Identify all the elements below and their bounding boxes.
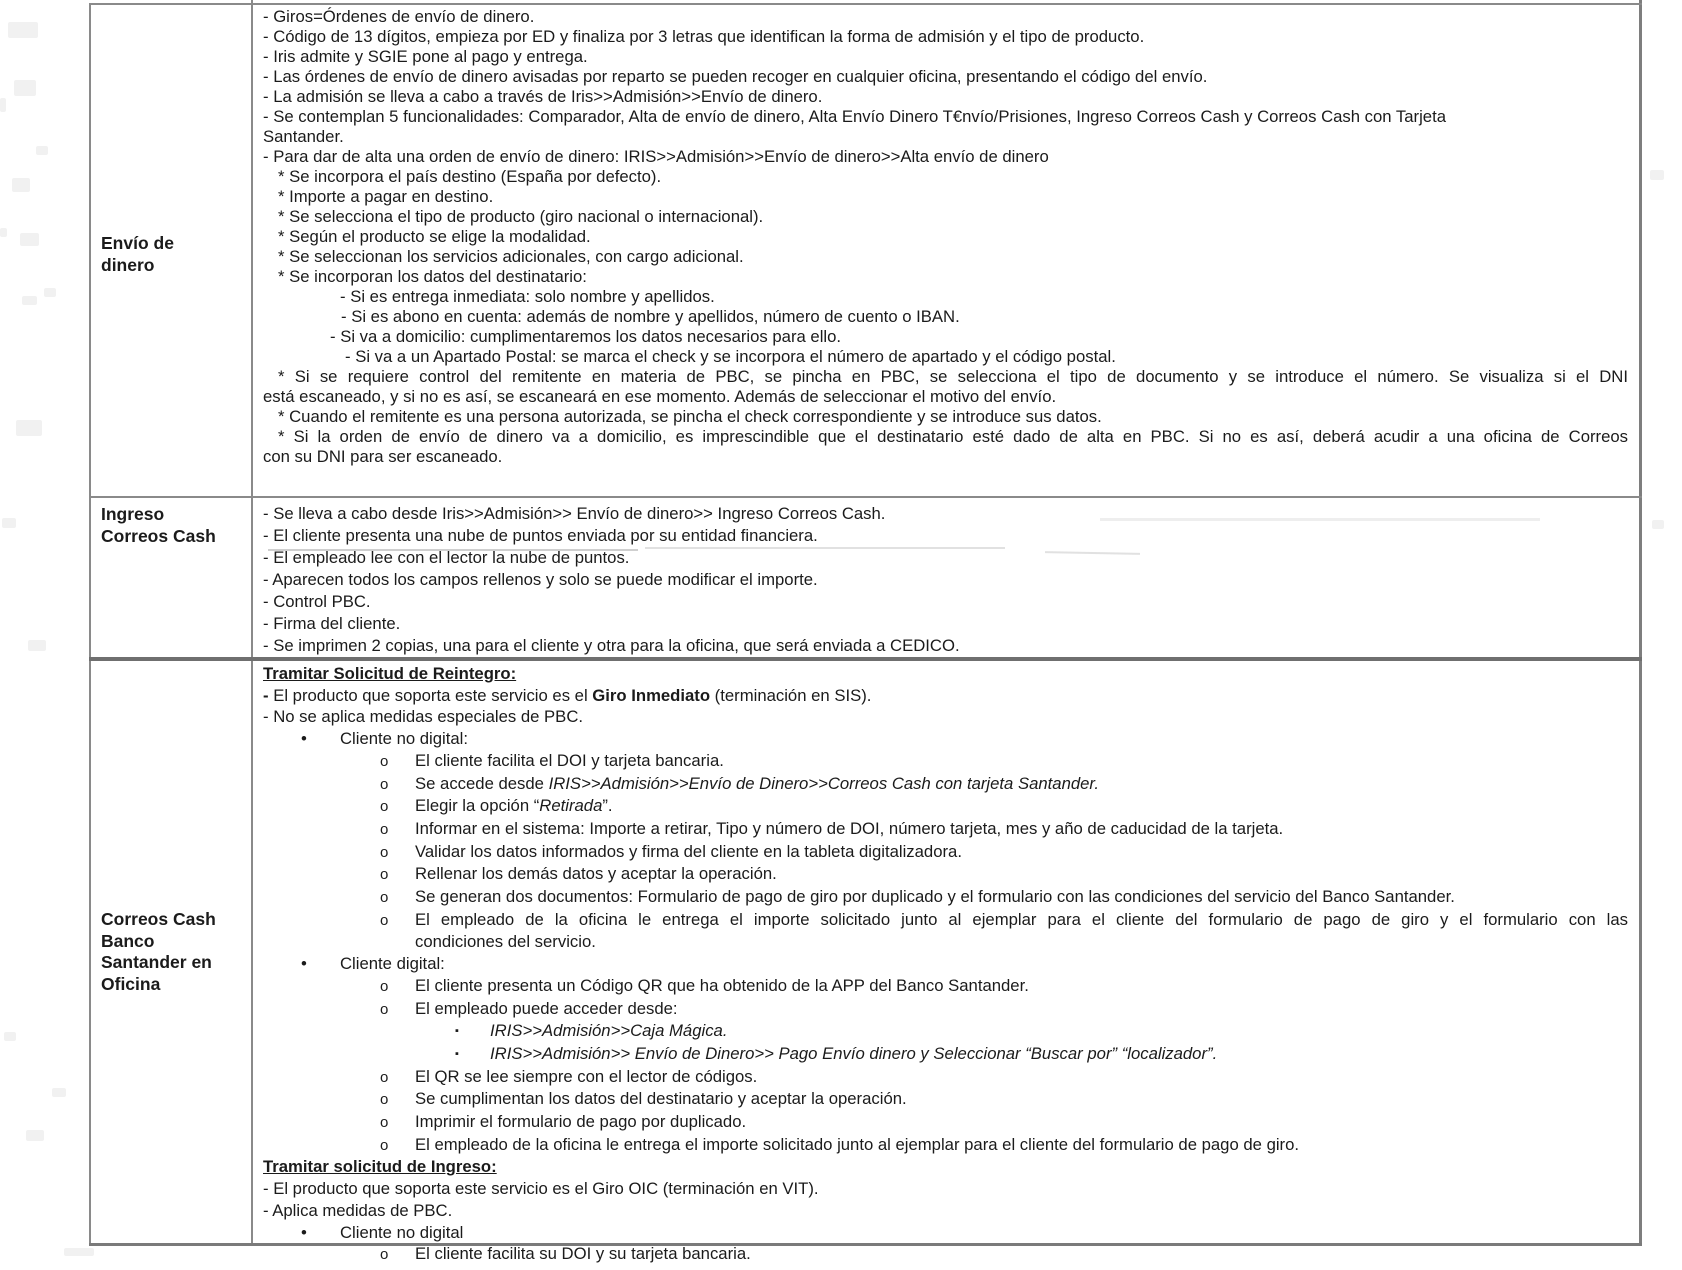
circle-bullet-icon: o <box>380 1091 389 1109</box>
text-run: condiciones del servicio. <box>415 932 596 952</box>
text-line <box>252 267 1628 287</box>
text-run: * Importe a pagar en destino. <box>278 187 494 206</box>
scan-noise-blob <box>16 420 42 436</box>
text-run: * Se selecciona el tipo de producto (giro nacional o internacional). <box>278 207 764 226</box>
text-run: Giro Inmediato <box>592 685 711 705</box>
text-run: - El empleado lee con el lector la nube de puntos. <box>263 548 630 567</box>
text-run: IRIS>>Admisión>>Caja Mágica. <box>490 1021 728 1041</box>
scan-noise-blob <box>26 1130 44 1141</box>
row-label-line: Santander en <box>101 952 212 972</box>
text-line <box>252 167 1628 187</box>
row-label-line: Oficina <box>101 973 161 994</box>
row-label-correos-cash-banco-santander <box>101 909 249 995</box>
text-line <box>252 728 1628 750</box>
text-run: - Iris admite y SGIE pone al pago y entrega. <box>263 47 588 66</box>
table-row-divider-2 <box>89 657 1642 661</box>
table-border-left <box>89 3 91 1245</box>
text-run: Imprimir el formulario de pago por duplicado. <box>415 1112 747 1132</box>
text-line <box>252 107 1628 127</box>
row-label-line: Correos Cash <box>101 909 216 929</box>
text-run: - El cliente presenta una nube de puntos enviada por su entidad financiera. <box>263 526 818 545</box>
text-line <box>252 147 1628 167</box>
text-run: - La admisión se lleva a cabo a través de Iris>>Admisión>>Envío de dinero. <box>263 87 823 106</box>
text-line <box>252 387 1628 407</box>
text-line <box>252 1178 1628 1200</box>
row-label-ingreso-correos-cash <box>101 504 249 547</box>
text-line <box>252 287 1628 307</box>
circle-bullet-icon: o <box>380 798 389 816</box>
text-line <box>252 635 1628 657</box>
text-line <box>252 367 1628 387</box>
text-line <box>252 127 1628 147</box>
text-run: Validar los datos informados y firma del cliente en la tableta digitalizadora. <box>415 841 962 861</box>
text-line <box>252 685 1628 707</box>
text-run: Tramitar solicitud de Ingreso: <box>263 1157 497 1177</box>
text-run: Tramitar Solicitud de Reintegro: <box>263 664 517 683</box>
text-line <box>252 307 1628 327</box>
text-line <box>252 27 1628 47</box>
circle-bullet-icon: o <box>380 1114 389 1132</box>
text-line <box>252 750 1628 773</box>
text-run: - Aparecen todos los campos rellenos y solo se puede modificar el importe. <box>263 570 818 589</box>
text-line <box>252 841 1628 864</box>
text-line <box>252 909 1628 932</box>
circle-bullet-icon: o <box>380 1068 389 1086</box>
text-run: El producto que soporta este servicio es el <box>273 685 593 705</box>
text-run: * Se incorpora el país destino (España por defecto). <box>278 167 662 186</box>
circle-bullet-icon: o <box>380 1246 389 1264</box>
text-run: Se accede desde <box>415 773 549 793</box>
text-line <box>252 503 1628 525</box>
text-run: Cliente no digital <box>340 1222 464 1242</box>
text-run: El cliente presenta un Código QR que ha obtenido de la APP del Banco Santander. <box>415 975 1029 995</box>
scan-noise-blob <box>64 1248 94 1256</box>
row-label-line: Envío de <box>101 233 174 253</box>
text-run: - Firma del cliente. <box>263 614 401 633</box>
text-line <box>252 998 1628 1021</box>
text-line <box>252 427 1628 447</box>
text-run: - Si es abono en cuenta: además de nombre y apellidos, número de cuento o IBAN. <box>341 307 960 326</box>
text-run: Elegir la opción “ <box>415 796 540 816</box>
scan-noise-blob <box>22 296 37 305</box>
text-line <box>252 569 1628 591</box>
text-line <box>252 1200 1628 1222</box>
scan-noise-blob <box>0 98 6 112</box>
text-run: * Si la orden de envío de dinero va a domicilio, es imprescindible que el destinatario esté dado de alta en PBC. Si no es así, deberá acudir a una oficina de Correos <box>278 427 1628 446</box>
text-line <box>252 187 1628 207</box>
text-line <box>252 863 1628 886</box>
text-run: - Giros=Órdenes de envío de dinero. <box>263 7 535 26</box>
text-line <box>252 1134 1628 1157</box>
text-run: El cliente facilita el DOI y tarjeta bancaria. <box>415 750 724 770</box>
text-line <box>252 67 1628 87</box>
circle-bullet-icon: o <box>380 820 389 838</box>
text-line <box>252 47 1628 67</box>
text-line <box>252 347 1628 367</box>
row-label-envio-de-dinero <box>101 233 249 276</box>
scan-noise-blob <box>14 80 36 96</box>
text-line <box>252 407 1628 427</box>
text-line <box>252 795 1628 818</box>
text-run: - Se imprimen 2 copias, una para el cliente y otra para la oficina, que será enviada a CEDICO. <box>263 636 960 655</box>
scan-noise-blob <box>52 1088 66 1097</box>
text-line <box>252 1088 1628 1111</box>
scan-noise-blob <box>4 1032 16 1041</box>
text-run: * Cuando el remitente es una persona autorizada, se pincha el check correspondiente y se introduce sus datos. <box>278 407 1102 426</box>
text-run: - Si va a un Apartado Postal: se marca el check y se incorpora el número de apartado y el código postal. <box>345 347 1116 366</box>
text-run: Santander. <box>263 127 344 146</box>
table-row-divider-1 <box>89 496 1642 498</box>
text-line <box>252 7 1628 27</box>
text-line <box>252 87 1628 107</box>
text-run: - No se aplica medidas especiales de PBC. <box>263 707 584 727</box>
text-run: El empleado de la oficina le entrega el importe solicitado junto al ejemplar para el cliente del formulario de pago de giro y el formulario con las <box>415 909 1628 929</box>
text-line <box>252 1156 1628 1178</box>
scan-noise-blob <box>12 178 30 192</box>
scan-noise-blob <box>1650 170 1664 180</box>
text-line <box>252 773 1628 796</box>
row-label-line: Ingreso <box>101 504 165 524</box>
row-content-correos-cash-banco-santander <box>252 663 1640 1266</box>
text-line <box>252 975 1628 998</box>
text-run: - Si es entrega inmediata: solo nombre y apellidos. <box>340 287 715 306</box>
text-run: - Código de 13 dígitos, empieza por ED y finaliza por 3 letras que identifican la forma de admisión y el tipo de producto. <box>263 27 1145 46</box>
text-run: - Control PBC. <box>263 592 371 611</box>
text-run: * Se seleccionan los servicios adicionales, con cargo adicional. <box>278 247 744 266</box>
scan-noise-blob <box>36 146 48 155</box>
text-line <box>252 447 1628 467</box>
circle-bullet-icon: o <box>380 843 389 861</box>
text-run: El cliente facilita su DOI y su tarjeta bancaria. <box>415 1244 751 1264</box>
text-run: IRIS>>Admisión>>Envío de Dinero>>Correos Cash con tarjeta Santander. <box>548 773 1099 793</box>
bullet-icon: • <box>301 1222 307 1242</box>
table-border-top <box>89 3 1642 5</box>
bullet-icon: • <box>301 729 307 749</box>
text-run: - Para dar de alta una orden de envío de dinero: IRIS>>Admisión>>Envío de dinero>>Alta envío de dinero <box>263 147 1049 166</box>
text-run: - Aplica medidas de PBC. <box>263 1200 453 1220</box>
square-bullet-icon: ▪ <box>455 1047 459 1060</box>
text-run: El empleado puede acceder desde: <box>415 998 678 1018</box>
text-line <box>252 818 1628 841</box>
text-run: Se cumplimentan los datos del destinatario y aceptar la operación. <box>415 1089 907 1109</box>
text-line <box>252 1043 1628 1066</box>
circle-bullet-icon: o <box>380 889 389 907</box>
text-line <box>252 1222 1628 1244</box>
row-label-line: Correos Cash <box>101 525 216 546</box>
text-run: - Se lleva a cabo desde Iris>>Admisión>> Envío de dinero>> Ingreso Correos Cash. <box>263 504 886 523</box>
text-line <box>252 663 1628 685</box>
text-run: El empleado de la oficina le entrega el importe solicitado junto al ejemplar para el cliente del formulario de pago de giro. <box>415 1134 1300 1154</box>
text-line <box>252 327 1628 347</box>
circle-bullet-icon: o <box>380 775 389 793</box>
text-run: (terminación en SIS). <box>710 685 872 705</box>
text-run: - <box>263 685 274 705</box>
text-run: Retirada <box>539 796 603 816</box>
text-run: - Las órdenes de envío de dinero avisadas por reparto se pueden recoger en cualquier oficina, presentando el código del envío. <box>263 67 1208 86</box>
circle-bullet-icon: o <box>380 1000 389 1018</box>
circle-bullet-icon: o <box>380 866 389 884</box>
circle-bullet-icon: o <box>380 752 389 770</box>
text-run: Rellenar los demás datos y aceptar la operación. <box>415 864 777 884</box>
text-line <box>252 1243 1628 1266</box>
text-line <box>252 207 1628 227</box>
text-run: - El producto que soporta este servicio es el Giro OIC (terminación en VIT). <box>263 1179 819 1199</box>
square-bullet-icon: ▪ <box>455 1025 459 1038</box>
text-run: * Se incorporan los datos del destinatario: <box>278 267 587 286</box>
text-line <box>252 1020 1628 1043</box>
text-run: Informar en el sistema: Importe a retirar, Tipo y número de DOI, número tarjeta, mes y año de caducidad de la tarjeta. <box>415 818 1284 838</box>
text-line <box>252 525 1628 547</box>
text-line <box>252 613 1628 635</box>
circle-bullet-icon: o <box>380 911 389 929</box>
scan-noise-blob <box>44 288 56 297</box>
text-line <box>252 247 1628 267</box>
row-content-envio-de-dinero <box>252 7 1640 467</box>
text-run: Cliente digital: <box>340 954 445 974</box>
text-run: Se generan dos documentos: Formulario de pago de giro por duplicado y el formulario con las condiciones del servicio del Banco Santander. <box>415 887 1455 907</box>
bullet-icon: • <box>301 954 307 974</box>
text-run: * Si se requiere control del remitente en materia de PBC, se pincha en PBC, se selecciona el tipo de documento y se introduce el número. Se visualiza si el DNI <box>278 367 1628 386</box>
text-run: con su DNI para ser escaneado. <box>263 447 503 466</box>
text-line <box>252 1066 1628 1089</box>
text-line <box>252 227 1628 247</box>
text-line <box>252 591 1628 613</box>
text-run: - Si va a domicilio: cumplimentaremos los datos necesarios para ello. <box>330 327 842 346</box>
text-run: * Según el producto se elige la modalidad. <box>278 227 591 246</box>
text-line <box>252 547 1628 569</box>
text-run: El QR se lee siempre con el lector de códigos. <box>415 1066 758 1086</box>
scan-noise-blob <box>1652 520 1664 529</box>
text-run: IRIS>>Admisión>> Envío de Dinero>> Pago Envío dinero y Seleccionar “Buscar por” “localizador”. <box>490 1043 1218 1063</box>
text-run: - Se contemplan 5 funcionalidades: Comparador, Alta de envío de dinero, Alta Envío Dinero T€nvío/Prisiones, Ingreso Correos Cash y Correos Cash con Tarjeta <box>263 107 1446 126</box>
circle-bullet-icon: o <box>380 977 389 995</box>
scan-noise-blob <box>20 233 39 246</box>
scan-noise-blob <box>8 22 38 38</box>
row-label-line: dinero <box>101 254 155 275</box>
scan-noise-blob <box>28 640 46 651</box>
text-run: ”. <box>602 796 613 816</box>
text-run: está escaneado, y si no es así, se escaneará en ese momento. Además de seleccionar el motivo del envío. <box>263 387 1057 406</box>
scan-noise-blob <box>0 228 7 237</box>
text-line <box>252 953 1628 975</box>
text-run: Cliente no digital: <box>340 729 469 749</box>
row-content-ingreso-correos-cash <box>252 503 1640 657</box>
row-label-line: Banco <box>101 930 155 951</box>
text-line <box>252 886 1628 909</box>
scan-noise-blob <box>2 518 16 528</box>
text-line <box>252 706 1628 728</box>
text-line <box>252 931 1628 953</box>
text-line <box>252 1111 1628 1134</box>
circle-bullet-icon: o <box>380 1136 389 1154</box>
